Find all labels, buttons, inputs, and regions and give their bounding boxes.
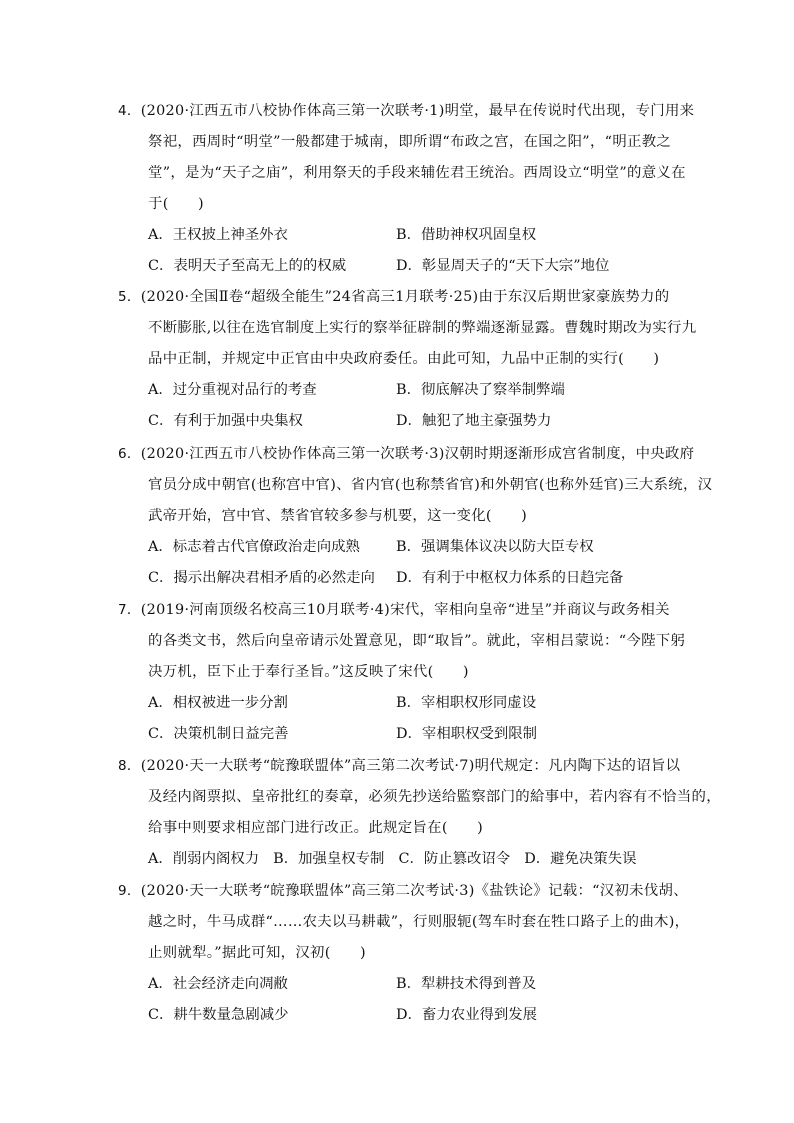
option-c[interactable]: C．决策机制日益完善 xyxy=(148,726,289,742)
option-row xyxy=(118,969,678,1000)
question-stem-line: 4．(2020·江西五市八校协作体高三第一次联考·1)明堂，最早在传说时代出现，专门用来 xyxy=(118,103,695,119)
question-9 xyxy=(118,876,690,1031)
option-row xyxy=(118,688,678,719)
question-stem-line: 武帝开始，宫中官、禁省官较多参与机要，这一变化( ) xyxy=(148,508,528,524)
option-row xyxy=(118,844,678,875)
question-stem-line: 5．(2020·全国Ⅱ卷“超级全能生”24省高三1月联考·25)由于东汉后期世家豪族势力的 xyxy=(118,289,670,305)
question-stem-line: 堂”，是为“天子之庙”，利用祭天的手段来辅佐君王统治。西周设立“明堂”的意义在 xyxy=(148,165,686,181)
option-b[interactable]: B．彻底解决了察举制弊端 xyxy=(396,382,565,398)
question-stem-line: 官员分成中朝官(也称宫中官)、省内官(也称禁省官)和外朝官(也称外廷官)三大系统，汉 xyxy=(148,477,713,493)
option-row xyxy=(118,1000,678,1031)
option-d[interactable]: D．触犯了地主豪强势力 xyxy=(396,413,552,429)
question-stem-line: 祭祀，西周时“明堂”一般都建于城南，即所谓“布政之宫，在国之阳”，“明正教之 xyxy=(148,134,672,150)
option-c[interactable]: C．有利于加强中央集权 xyxy=(148,413,303,429)
question-number: 4． xyxy=(118,103,141,119)
question-stem-line: 的各类文书，然后向皇帝请示处置意见，即“取旨”。就此，宰相吕蒙说：“今陛下躬 xyxy=(148,633,686,649)
question-number: 5． xyxy=(118,289,141,305)
option-row xyxy=(118,251,678,282)
option-row xyxy=(118,406,678,437)
option-d[interactable]: D．有利于中枢权力体系的日趋完备 xyxy=(396,570,624,586)
question-stem-line: 不断膨胀,以往在选官制度上实行的察举征辟制的弊端逐渐显露。曹魏时期改为实行九 xyxy=(148,320,697,336)
question-stem-line: 7．(2019·河南顶级名校高三10月联考·4)宋代，宰相向皇帝“进呈”并商议与政务相关 xyxy=(118,602,670,618)
option-a[interactable]: A．相权被进一步分割 xyxy=(148,695,288,711)
option-row xyxy=(118,563,678,594)
question-stem-line: 决万机，臣下止于奉行圣旨。”这反映了宋代( ) xyxy=(148,664,469,680)
option-b[interactable]: B．借助神权巩固皇权 xyxy=(396,227,537,243)
question-5 xyxy=(118,282,697,437)
question-number: 7． xyxy=(118,602,141,618)
option-a[interactable]: A．过分重视对品行的考查 xyxy=(148,382,317,398)
option-c[interactable]: C．表明天子至高无上的的权威 xyxy=(148,258,347,274)
option-a[interactable]: A．削弱内阁权力 xyxy=(148,851,260,867)
option-b[interactable]: B．加强皇权专制 xyxy=(273,851,385,867)
question-number: 9． xyxy=(118,883,141,899)
option-d[interactable]: D．畜力农业得到发展 xyxy=(396,1007,538,1023)
option-d[interactable]: D．避免决策失误 xyxy=(524,851,637,867)
question-8 xyxy=(118,751,721,875)
question-stem-line: 于( ) xyxy=(148,196,204,212)
option-row xyxy=(118,719,678,750)
question-number: 8． xyxy=(118,758,141,774)
option-c[interactable]: C．耕牛数量急剧减少 xyxy=(148,1007,289,1023)
option-d[interactable]: D．宰相职权受到限制 xyxy=(396,726,538,742)
option-row xyxy=(118,220,678,251)
option-b[interactable]: B．强调集体议决以防大臣专权 xyxy=(396,539,594,555)
option-b[interactable]: B．宰相职权形同虚设 xyxy=(396,695,537,711)
option-row xyxy=(118,532,678,563)
option-a[interactable]: A．王权披上神圣外衣 xyxy=(148,227,288,243)
option-b[interactable]: B．犁耕技术得到普及 xyxy=(396,976,537,992)
question-stem-line: 8．(2020·天一大联考“皖豫联盟体”高三第二次考试·7)明代规定：凡内陶下达的诏旨以 xyxy=(118,758,681,774)
option-a[interactable]: A．社会经济走向凋敝 xyxy=(148,976,288,992)
option-c[interactable]: C．揭示出解决君相矛盾的必然走向 xyxy=(148,570,375,586)
question-stem-line: 品中正制，并规定中正官由中央政府委任。由此可知，九品中正制的实行( ) xyxy=(148,351,660,367)
option-c[interactable]: C．防止篡改诏令 xyxy=(398,851,511,867)
option-row xyxy=(118,375,678,406)
question-6 xyxy=(118,439,713,594)
option-d[interactable]: D．彰显周天子的“天下大宗”地位 xyxy=(396,258,610,274)
question-stem-line: 及经内阁票拟、皇帝批红的奏章，必须先抄送给監察部门的給事中，若内容有不恰当的， xyxy=(148,789,721,805)
question-number: 6． xyxy=(118,446,141,462)
question-7 xyxy=(118,595,686,750)
question-4 xyxy=(118,96,695,282)
question-stem-line: 6．(2020·江西五市八校协作体高三第一次联考·3)汉朝时期逐渐形成宫省制度，中央政府 xyxy=(118,446,695,462)
question-stem-line: 止则就犁。”据此可知，汉初( ) xyxy=(148,945,366,961)
option-a[interactable]: A．标志着古代官僚政治走向成熟 xyxy=(148,539,360,555)
question-stem-line: 给事中则要求相应部门进行改正。此规定旨在( ) xyxy=(148,820,484,836)
question-stem-line: 9．(2020·天一大联考“皖豫联盟体”高三第二次考试·3)《盐铁论》记载：“汉初未伐胡、 xyxy=(118,883,688,899)
question-stem-line: 越之时，牛马成群“……农夫以马耕載”，行则服轭(驾车时套在牲口路子上的曲木)， xyxy=(148,914,690,930)
